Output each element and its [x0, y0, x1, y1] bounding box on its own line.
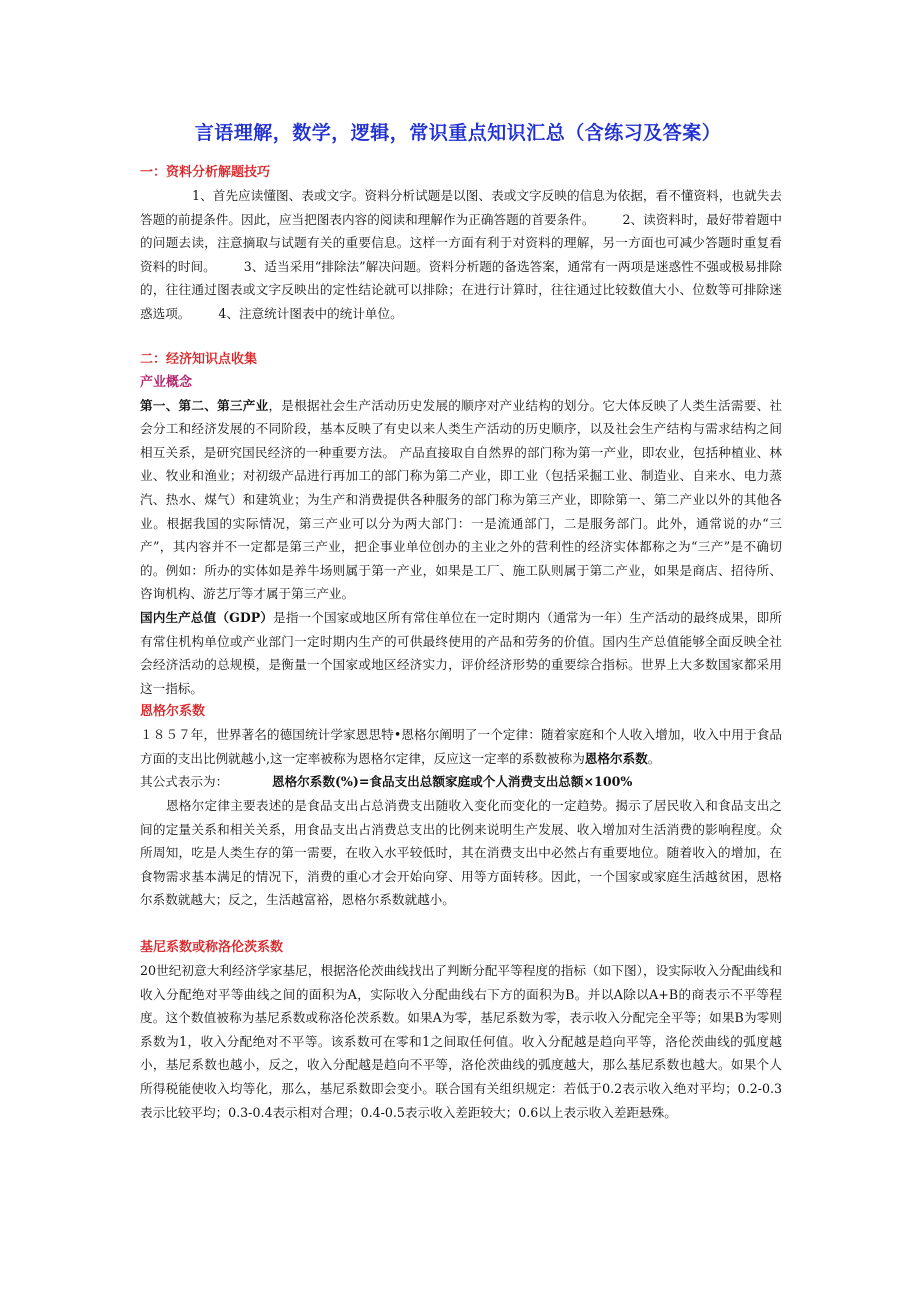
tip-2: 2、读资料时，最好带着题中的问题去读，注意摘取与试题有关的重要信息。这样一方面有利于对资料的理解，另一方面也可减少答题时重复看资料的时间。	[140, 211, 783, 274]
document-title: 言语理解，数学，逻辑，常识重点知识汇总（含练习及答案）	[194, 122, 722, 144]
engel-formula: 恩格尔系数(%)=食品支出总额家庭或个人消费支出总额×100%	[272, 774, 633, 790]
tip-4: 4、注意统计图表中的统计单位。	[218, 305, 403, 321]
gdp-text: 是指一个国家或地区所有常住单位在一定时期内（通常为一年）生产活动的最终成果，即所有常住机构单位或产业部门一定时期内生产的可供最终使用的产品和劳务的价值。国内生产总值能够全面反映全社会经济活动的总规模，是衡量一个国家或地区经济实力，评价经济形势的重要综合指标。世界上大多数国家都采用这一指标。	[140, 609, 782, 696]
gini-paragraph: 20世纪初意大利经济学家基尼，根据洛伦茨曲线找出了判断分配平等程度的指标（如下图），设实际收入分配曲线和收入分配绝对平等曲线之间的面积为A，实际收入分配曲线右下方的面积为B。并以A除以A+B的商表示不平等程度。这个数值被称为基尼系数或称洛伦茨系数。如果A为零，基尼系数为零，表示收入分配完全平等；如果B为零则系数为1，收入分配绝对不平等。该系数可在零和1之间取任何值。收入分配越是趋向平等，洛伦茨曲线的弧度越小，基尼系数也越小，反之，收入分配越是趋向不平等，洛伦茨曲线的弧度越大，那么基尼系数也越大。如果个人所得税能使收入均等化，那么，基尼系数即会变小。联合国有关组织规定：若低于0.2表示收入绝对平均；0.2-0.3表示比较平均；0.3-0.4表示相对合理；0.4-0.5表示收入差距较大；0.6以上表示收入差距悬殊。	[140, 963, 782, 1120]
data-analysis-tips	[140, 184, 782, 326]
industry-text: ，是根据社会生产活动历史发展的顺序对产业结构的划分。它大体反映了人类生活需要、社会分工和经济发展的不同阶段，基本反映了有史以来人类生产活动的历史顺序，以及社会生产结构与需求结构之间相互关系，是研究国民经济的一种重要方法。 产品直接取自自然界的部门称为第一产业，即农业，包括种植业、林业、牧业和渔业；对初级产品进行再加工的部门称为第二产业，即工业（包括采掘工业、制造业、自来水、电力蒸汽、热水、煤气）和建筑业；为生产和消费提供各种服务的部门称为第三产业，即除第一、第二产业以外的其他各业。根据我国的实际情况，第三产业可以分为两大部门：一是流通部门，二是服务部门。此外，通常说的办“三产”，其内容并不一定都是第三产业，把企事业单位创办的主业之外的营利性的经济实体都称之为“三产”是不确切的。例如：所办的实体如是养牛场则属于第一产业，如果是工厂、施工队则属于第二产业，如果是商店、招待所、咨询机构、游艺厅等才属于第三产业。	[140, 397, 783, 602]
document-page	[140, 118, 782, 1124]
engel-intro	[140, 723, 782, 770]
engel-intro-term: 恩格尔系数	[584, 750, 648, 766]
industry-term: 第一、第二、第三产业	[140, 397, 269, 413]
engel-formula-label: 其公式表示为：	[140, 774, 229, 790]
subheading-gini: 基尼系数或称洛伦茨系数	[140, 940, 284, 956]
gdp-paragraph	[140, 606, 782, 700]
tip-1: 1、首先应读懂图、表或文字。资料分析试题是以图、表或文字反映的信息为依据，看不懂资料，也就失去答题的前提条件。因此，应当把图表内容的阅读和理解作为正确答题的首要条件。	[140, 188, 782, 227]
engel-paragraph: 恩格尔定律主要表述的是食品支出占总消费支出随收入变化而变化的一定趋势。揭示了居民收入和食品支出之间的定量关系和相关关系，用食品支出占消费总支出的比例来说明生产发展、收入增加对生活消费的影响程度。众所周知，吃是人类生存的第一需要，在收入水平较低时，其在消费支出中必然占有重要地位。随着收入的增加，在食物需求基本满足的情况下，消费的重心才会开始向穿、用等方面转移。因此，一个国家或家庭生活越贫困，恩格尔系数就越大；反之，生活越富裕，恩格尔系数就越小。	[140, 798, 782, 908]
section-heading-economics: 二：经济知识点收集	[140, 351, 258, 367]
gdp-term: 国内生产总值（GDP）	[140, 609, 274, 625]
engel-formula-line	[140, 770, 782, 794]
subheading-engel: 恩格尔系数	[140, 704, 206, 720]
engel-intro-end: 。	[647, 750, 661, 766]
engel-intro-text: １８５７年，世界著名的德国统计学家恩思特•恩格尔阐明了一个定律：随着家庭和个人收入增加，收入中用于食品方面的支出比例就越小,这一定率被称为恩格尔定律，反应这一定率的系数被称为	[140, 727, 782, 766]
industry-paragraph	[140, 394, 782, 606]
section-heading-data-analysis: 一：资料分析解题技巧	[140, 165, 271, 180]
subheading-industry: 产业概念	[140, 374, 193, 390]
tip-3: 3、适当采用“排除法”解决问题。资料分析题的备选答案，通常有一两项是迷惑性不强或极易排除的，往往通过图表或文字反映出的定性结论就可以排除；在进行计算时，往往通过比较数值大小、位数等可排除迷惑选项。	[140, 258, 783, 321]
